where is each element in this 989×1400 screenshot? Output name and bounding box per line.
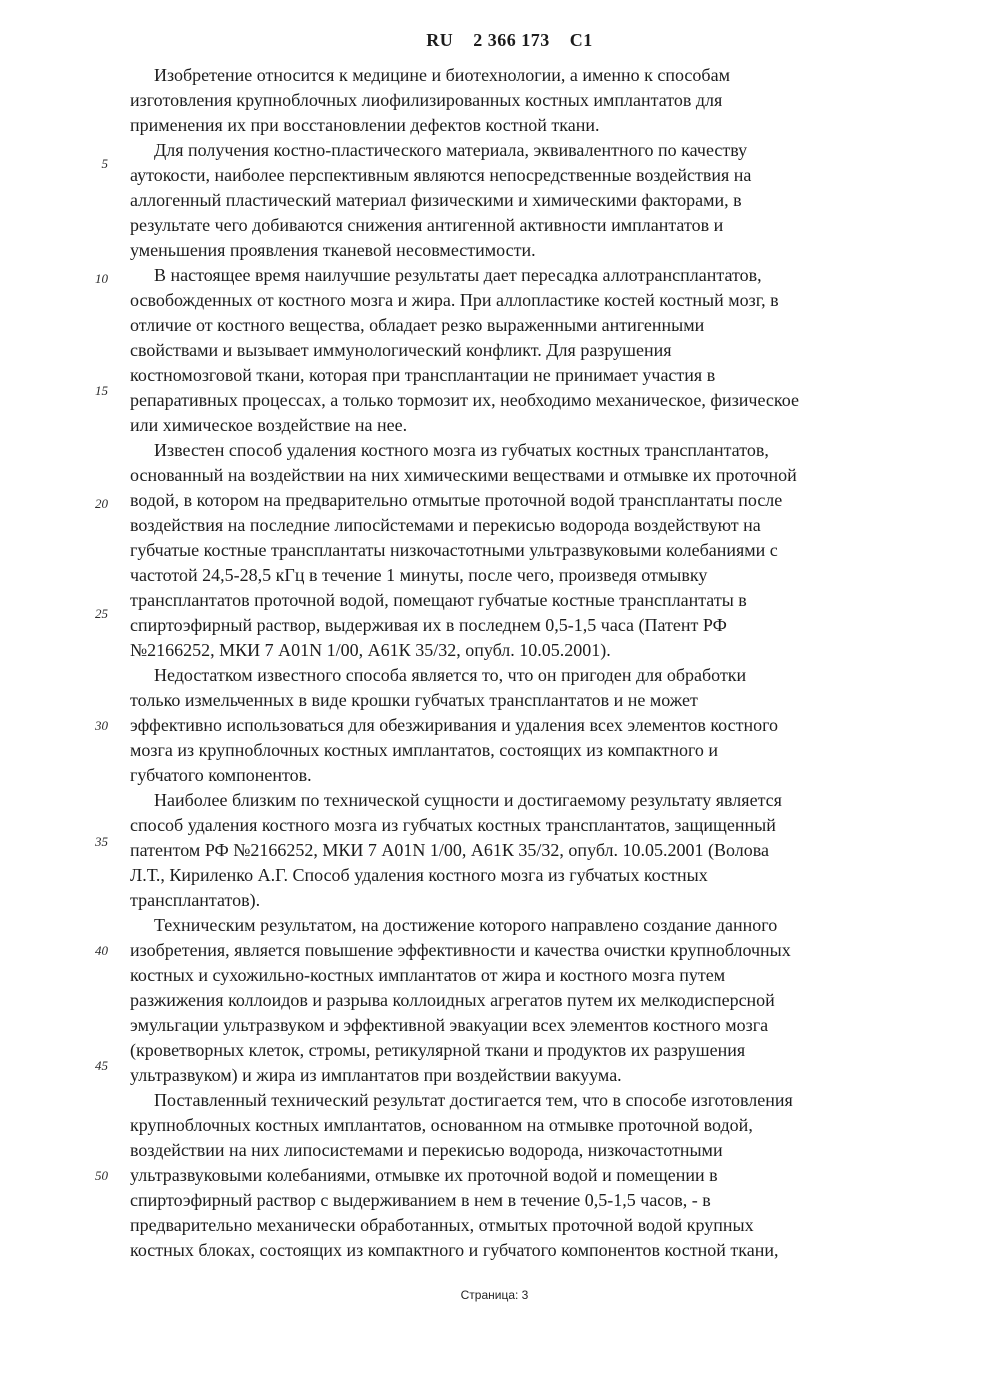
text-line: способ удаления костного мозга из губчатых костных трансплантатов, защищенный	[130, 815, 776, 835]
text-line: Недостатком известного способа является то, что он пригоден для обработки	[154, 665, 747, 685]
text-line: Изобретение относится к медицине и биотехнологии, а именно к способам	[154, 65, 730, 85]
paragraph	[130, 788, 910, 913]
margin-line-number: 40	[95, 943, 108, 958]
text-line: аутокости, наиболее перспективным являются непосредственные воздействия на	[130, 165, 752, 185]
text-line: изобретения, является повышение эффективности и качества очистки крупноблочных	[130, 940, 791, 960]
paragraph	[130, 913, 910, 1088]
text-line: костных и сухожильно-костных имплантатов от жира и костного мозга путем	[130, 965, 726, 985]
text-line: Техническим результатом, на достижение которого направлено создание данного	[154, 915, 778, 935]
text-line: трансплантатов).	[130, 890, 261, 910]
text-line: результате чего добиваются снижения антигенной активности имплантатов и	[130, 215, 724, 235]
paragraph	[130, 263, 910, 438]
text-line: основанный на воздействии на них химическими веществами и отмывке их проточной	[130, 465, 797, 485]
text-line: предварительно механически обработанных, отмытых проточной водой крупных	[130, 1215, 754, 1235]
page-header	[30, 30, 989, 51]
text-line: губчатого компонентов.	[130, 765, 312, 785]
country-code: RU	[426, 30, 454, 50]
text-line: изготовления крупноблочных лиофилизированных костных имплантатов для	[130, 90, 723, 110]
text-line: эффективно использоваться для обезжиривания и удаления всех элементов костного	[130, 715, 779, 735]
text-line: свойствами и вызывает иммунологический конфликт. Для разрушения	[130, 340, 672, 360]
margin-line-number: 15	[95, 383, 108, 398]
text-line: трансплантатов проточной водой, помещают губчатые костные трансплантаты в	[130, 590, 747, 610]
text-line: костных блоках, состоящих из компактного и губчатого компонентов костной ткани,	[130, 1240, 779, 1260]
text-line: воздействия на последние липосйстемами и перекисью водорода воздействуют на	[130, 515, 761, 535]
text-line: отличие от костного вещества, обладает резко выраженными антигенными	[130, 315, 705, 335]
patent-body	[130, 63, 910, 1263]
text-line: губчатые костные трансплантаты низкочастотными ультразвуковыми колебаниями с	[130, 540, 778, 560]
text-line: водой, в котором на предварительно отмытые проточной водой трансплантаты после	[130, 490, 783, 510]
text-line: спиртоэфирный раствор с выдерживанием в нем в течение 0,5-1,5 часов, - в	[130, 1190, 711, 1210]
paragraph	[130, 438, 910, 663]
margin-line-number: 35	[95, 834, 108, 849]
text-line: (кроветворных клеток, стромы, ретикулярной ткани и продуктов их разрушения	[130, 1040, 746, 1060]
text-line: разжижения коллоидов и разрыва коллоидных агрегатов путем их мелкодисперсной	[130, 990, 775, 1010]
text-line: Поставленный технический результат достигается тем, что в способе изготовления	[154, 1090, 793, 1110]
text-line: ультразвуковыми колебаниями, отмывке их проточной водой и помещении в	[130, 1165, 718, 1185]
text-line: частотой 24,5-28,5 кГц в течение 1 минуты, после чего, произведя отмывку	[130, 565, 708, 585]
text-line: репаративных процессах, а только тормозит их, необходимо механическое, физическое	[130, 390, 799, 410]
text-line: №2166252, МКИ 7 A01N 1/00, А61К 35/32, опубл. 10.05.2001).	[130, 640, 611, 660]
text-line: применения их при восстановлении дефектов костной ткани.	[130, 115, 600, 135]
paragraph	[130, 138, 910, 263]
text-line: Для получения костно-пластического материала, эквивалентного по качеству	[154, 140, 748, 160]
text-line: спиртоэфирный раствор, выдерживая их в последнем 0,5-1,5 часа (Патент РФ	[130, 615, 727, 635]
margin-line-number: 45	[95, 1058, 108, 1073]
text-line: крупноблочных костных имплантатов, основанном на отмывке проточной водой,	[130, 1115, 753, 1135]
text-line: костномозговой ткани, которая при трансплантации не принимает участия в	[130, 365, 716, 385]
margin-line-number: 30	[95, 718, 108, 733]
text-line: аллогенный пластический материал физическими и химическими факторами, в	[130, 190, 742, 210]
margin-line-number: 25	[95, 606, 108, 621]
paragraph	[130, 63, 910, 138]
kind-code: C1	[569, 30, 593, 50]
text-line: Известен способ удаления костного мозга из губчатых костных трансплантатов,	[154, 440, 769, 460]
text-line: уменьшения проявления тканевой несовместимости.	[130, 240, 536, 260]
text-line: ультразвуком) и жира из имплантатов при воздействии вакуума.	[130, 1065, 622, 1085]
text-line: эмульгации ультразвуком и эффективной эвакуации всех элементов костного мозга	[130, 1015, 769, 1035]
page-footer: Страница: 3	[460, 1288, 529, 1302]
publication-number: 2 366 173	[473, 30, 550, 50]
paragraph	[130, 1088, 910, 1263]
text-line: или химическое воздействие на нее.	[130, 415, 408, 435]
text-line: воздействии на них липосистемами и перекисью водорода, низкочастотными	[130, 1140, 723, 1160]
text-line: Наиболее близким по технической сущности и достигаемому результату является	[154, 790, 782, 810]
margin-line-number: 5	[101, 156, 108, 171]
margin-line-number: 20	[95, 496, 108, 511]
text-line: только измельченных в виде крошки губчатых трансплантатов и не может	[130, 690, 698, 710]
paragraph	[130, 663, 910, 788]
text-line: патентом РФ №2166252, МКИ 7 A01N 1/00, А61К 35/32, опубл. 10.05.2001 (Волова	[130, 840, 770, 860]
margin-line-number: 50	[95, 1168, 108, 1183]
text-line: В настоящее время наилучшие результаты дает пересадка аллотрансплантатов,	[154, 265, 762, 285]
text-line: освобожденных от костного мозга и жира. При аллопластике костей костный мозг, в	[130, 290, 779, 310]
margin-line-number: 10	[95, 271, 108, 286]
text-line: мозга из крупноблочных костных имплантатов, состоящих из компактного и	[130, 740, 719, 760]
text-line: Л.Т., Кириленко А.Г. Способ удаления костного мозга из губчатых костных	[130, 865, 708, 885]
